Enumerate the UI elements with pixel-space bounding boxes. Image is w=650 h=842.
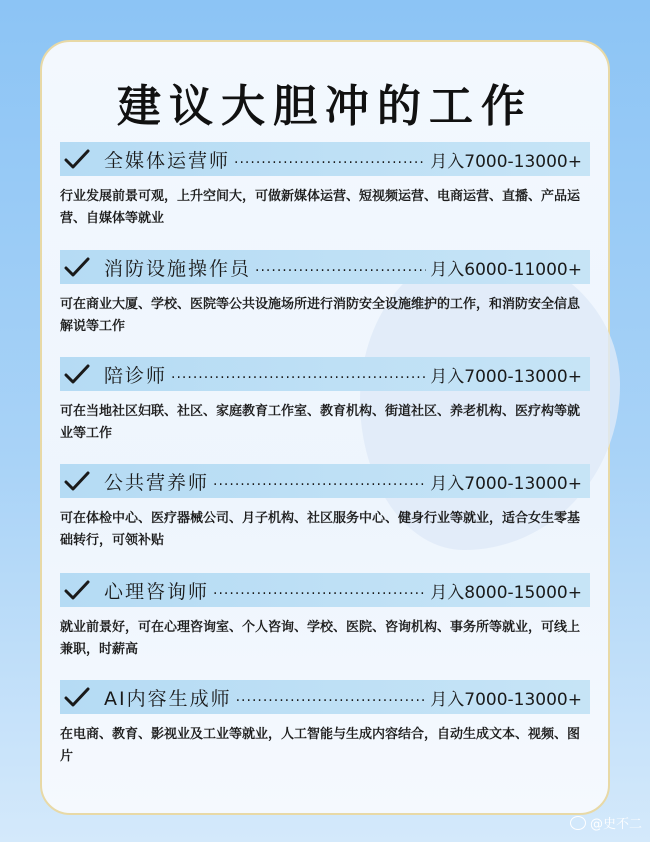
job-name: AI内容生成师 xyxy=(104,687,232,710)
check-icon xyxy=(60,464,94,498)
job-header xyxy=(60,250,590,284)
job-description: 在电商、教育、影视业及工业等就业，人工智能与生成内容结合，自动生成文本、视频、图片 xyxy=(60,727,581,764)
job-header xyxy=(60,680,590,714)
job-header xyxy=(60,357,590,391)
check-icon xyxy=(60,142,94,176)
job-item xyxy=(60,250,590,338)
dot-leader xyxy=(255,259,426,275)
job-name: 消防设施操作员 xyxy=(104,257,252,280)
check-icon xyxy=(60,680,94,714)
job-item xyxy=(60,464,590,552)
job-item xyxy=(60,573,590,661)
job-header xyxy=(60,464,590,498)
job-description: 行业发展前景可观，上升空间大，可做新媒体运营、短视频运营、电商运营、直播、产品运营、自媒体等就业 xyxy=(60,189,581,226)
job-salary: 月入7000-13000+ xyxy=(430,473,582,494)
dot-leader xyxy=(171,366,426,382)
job-name: 公共营养师 xyxy=(104,471,210,494)
job-item xyxy=(60,680,590,768)
job-description: 可在当地社区妇联、社区、家庭教育工作室、教育机构、街道社区、养老机构、医疗构等就业等工作 xyxy=(60,404,581,441)
check-icon xyxy=(60,357,94,391)
job-name: 全媒体运营师 xyxy=(104,149,231,172)
job-description: 可在体检中心、医疗器械公司、月子机构、社区服务中心、健身行业等就业，适合女生零基础转行，可领补贴 xyxy=(60,511,581,548)
watermark xyxy=(570,813,642,832)
job-description: 可在商业大厦、学校、医院等公共设施场所进行消防安全设施维护的工作，和消防安全信息解说等工作 xyxy=(60,297,581,334)
job-salary: 月入7000-13000+ xyxy=(430,689,582,710)
dot-leader xyxy=(236,689,427,705)
check-icon xyxy=(60,250,94,284)
job-salary: 月入7000-13000+ xyxy=(430,151,582,172)
job-item xyxy=(60,357,590,445)
job-item xyxy=(60,142,590,230)
dot-leader xyxy=(234,151,426,167)
watermark-text: @史不二 xyxy=(589,817,642,832)
job-salary: 月入7000-13000+ xyxy=(430,366,582,387)
job-header xyxy=(60,573,590,607)
job-name: 陪诊师 xyxy=(104,364,168,387)
job-salary: 月入6000-11000+ xyxy=(430,259,582,280)
job-salary: 月入8000-15000+ xyxy=(430,582,582,603)
job-description: 就业前景好，可在心理咨询室、个人咨询、学校、医院、咨询机构、事务所等就业，可线上兼职，时薪高 xyxy=(60,620,581,657)
page-title: 建议大胆冲的工作 xyxy=(117,81,533,132)
dot-leader xyxy=(213,582,426,598)
check-icon xyxy=(60,573,94,607)
weibo-icon xyxy=(570,816,586,830)
job-header xyxy=(60,142,590,176)
job-name: 心理咨询师 xyxy=(104,580,210,603)
dot-leader xyxy=(213,473,426,489)
